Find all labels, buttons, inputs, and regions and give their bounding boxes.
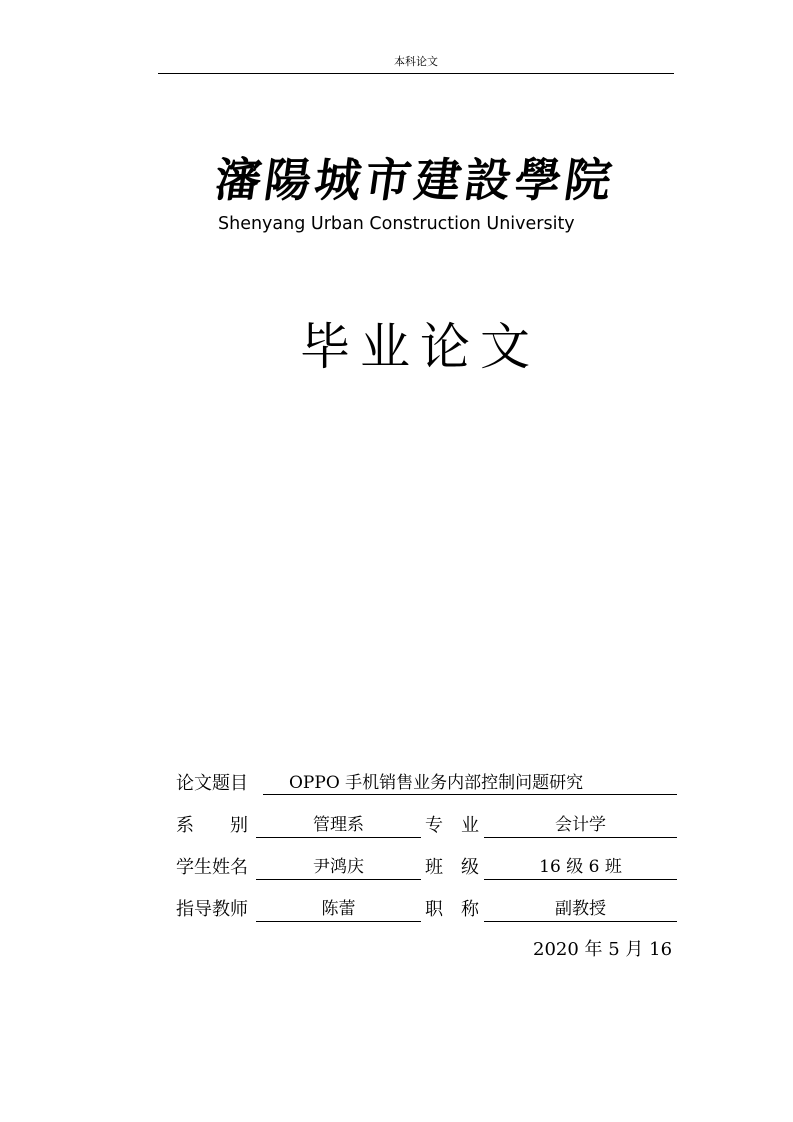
student-name-value: 尹鸿庆 (256, 856, 421, 880)
department-value: 管理系 (256, 814, 421, 838)
advisor-label: 指导教师 (176, 899, 248, 920)
running-header: 本科论文 (394, 55, 438, 68)
student-name-label: 学生姓名 (176, 857, 248, 878)
university-english-name: Shenyang Urban Construction University (218, 214, 575, 234)
major-label: 专 业 (425, 815, 479, 836)
header-rule (158, 73, 674, 74)
university-logo-calligraphy: 瀋陽城市建設學院 (211, 153, 619, 207)
submission-date: 2020 年 5 月 16 (533, 939, 673, 960)
title-rank-label: 职 称 (425, 899, 479, 920)
topic-value: OPPO 手机销售业务内部控制问题研究 (263, 772, 677, 795)
topic-label: 论文题目 (176, 773, 248, 794)
class-label: 班 级 (425, 857, 479, 878)
major-value: 会计学 (484, 814, 677, 838)
student-row (176, 856, 678, 886)
department-row (176, 814, 678, 844)
department-label: 系 别 (176, 815, 248, 836)
title-rank-value: 副教授 (484, 898, 677, 922)
class-value: 16 级 6 班 (484, 856, 677, 880)
advisor-row (176, 898, 678, 928)
advisor-value: 陈蕾 (256, 898, 421, 922)
topic-row (176, 772, 678, 802)
document-title: 毕业论文 (300, 318, 540, 376)
